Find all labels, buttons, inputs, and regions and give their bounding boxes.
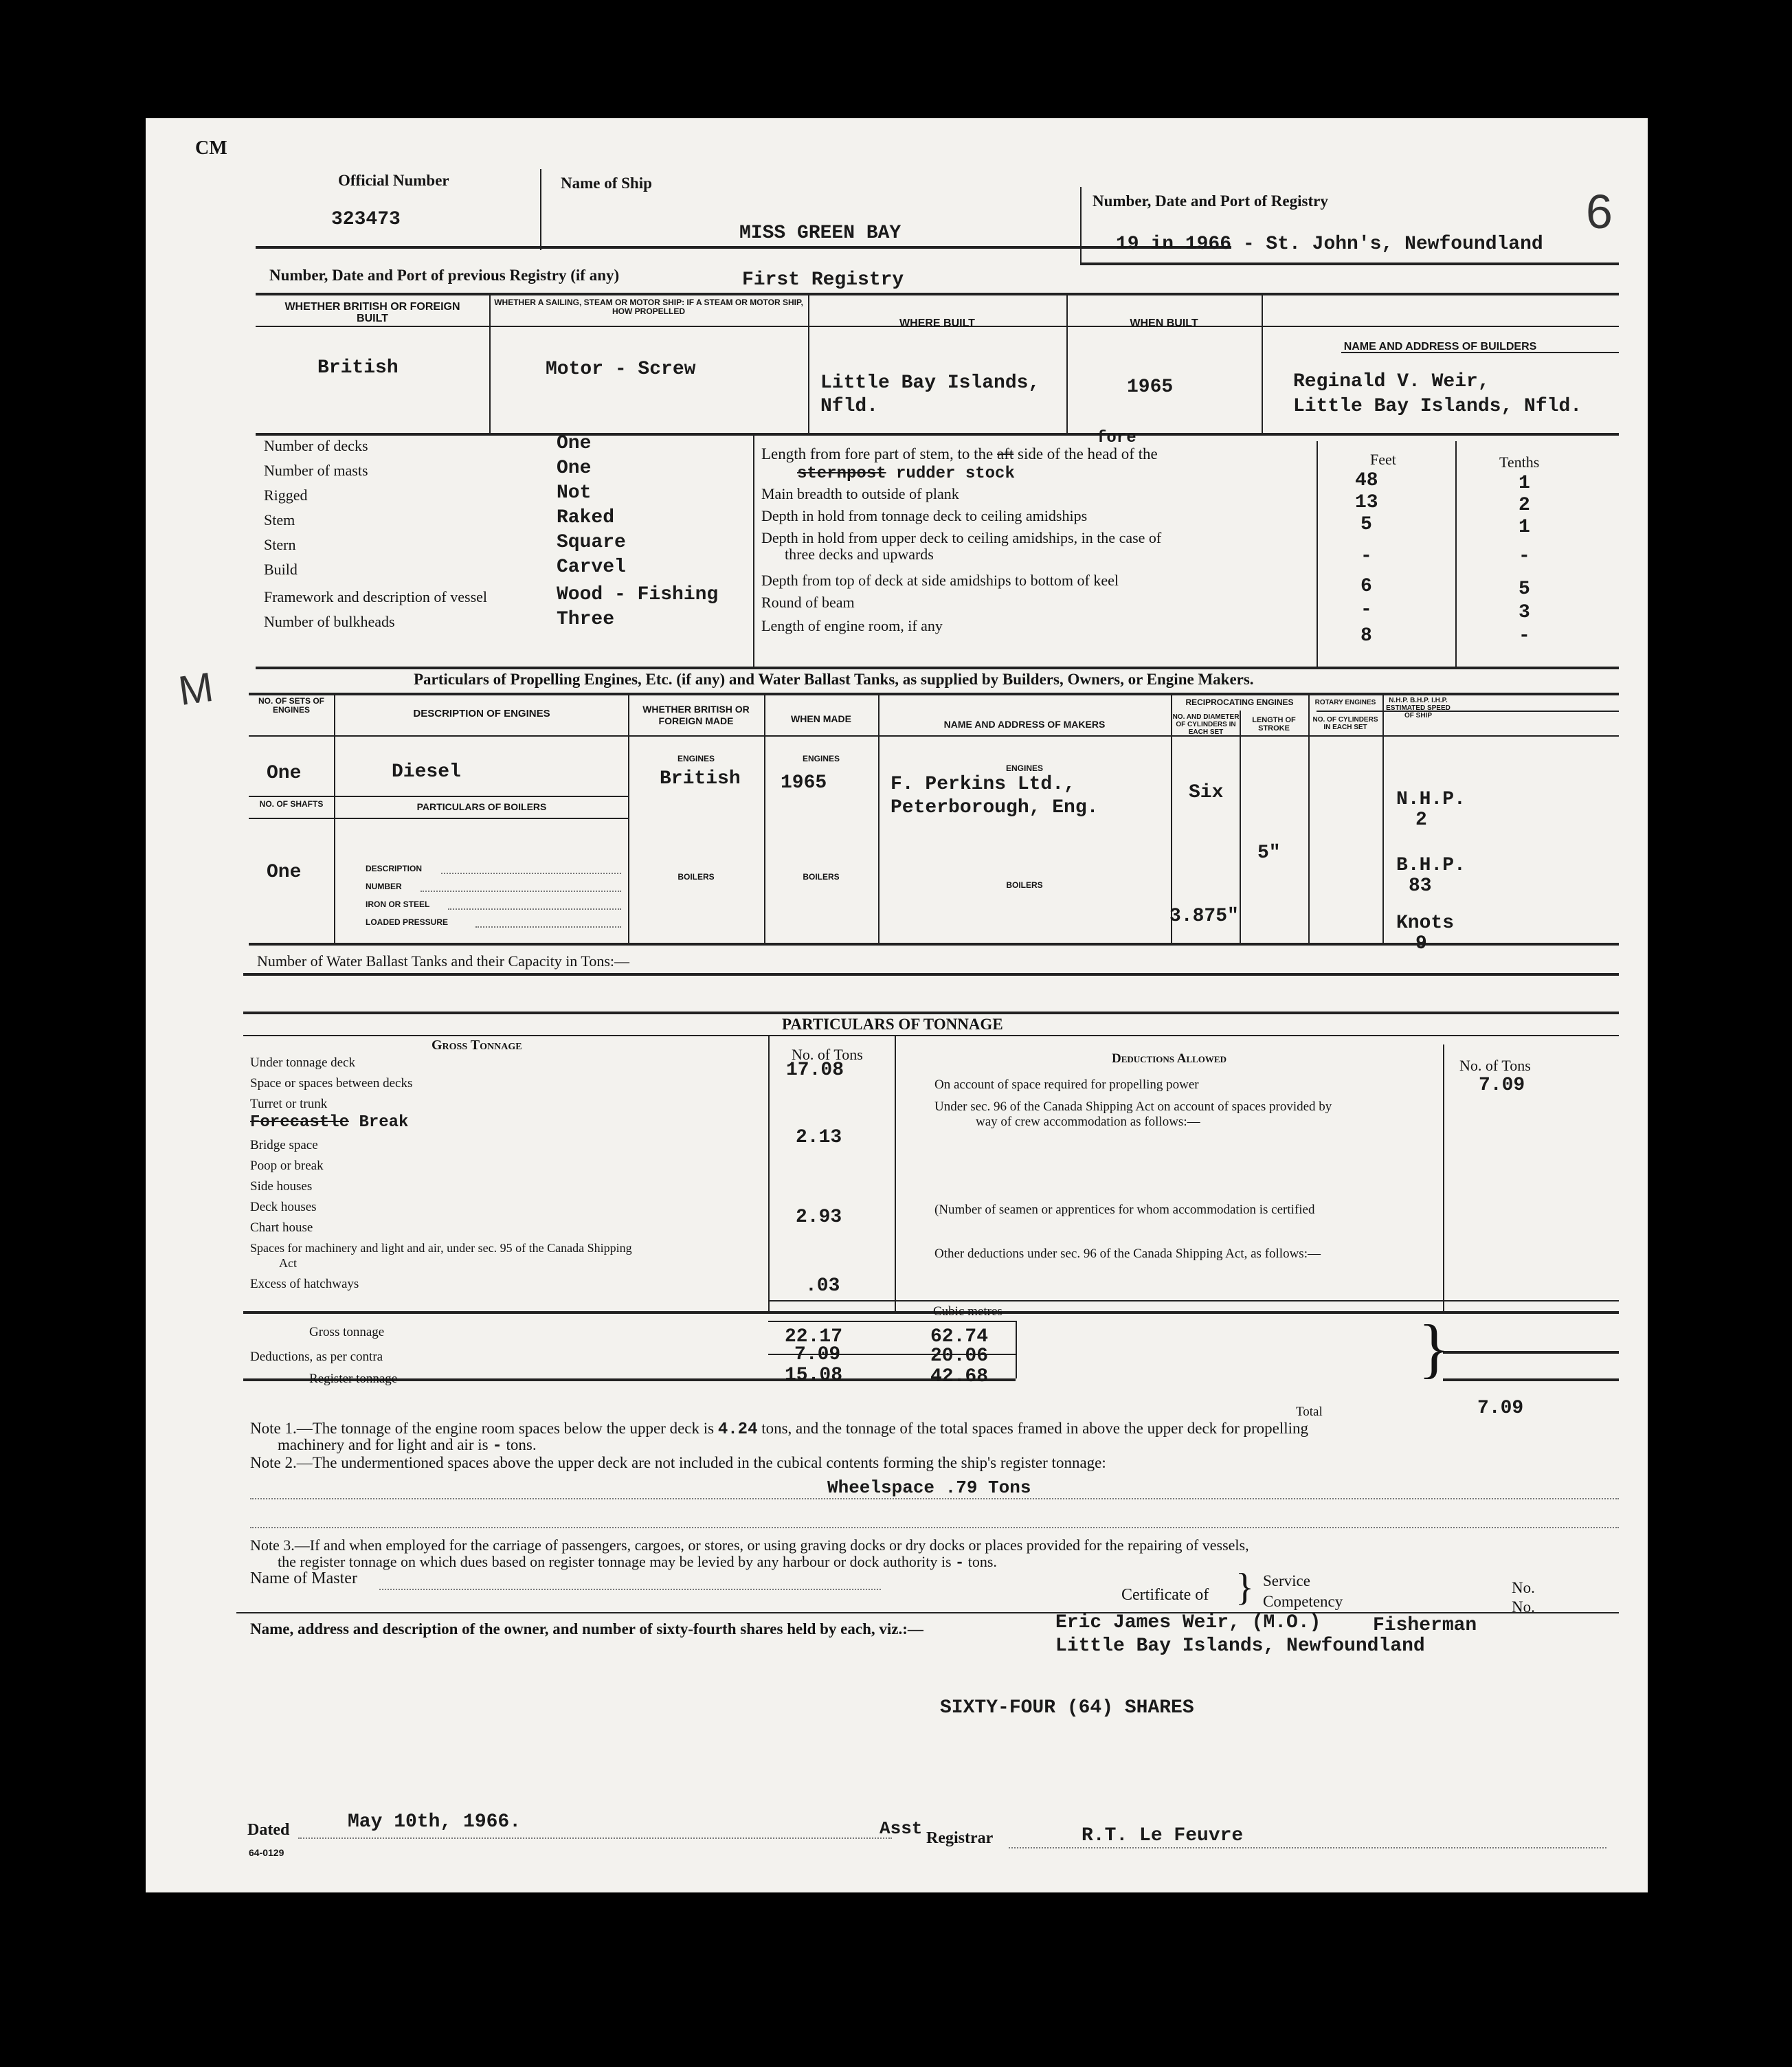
note2-line1: Note 2.—The undermentioned spaces above the upper deck are not included in the cubical contents forming the ship's register tonnage:: [250, 1454, 1106, 1471]
ded-propelling-label: On account of space required for propelling power: [934, 1077, 1199, 1092]
length-insert: fore: [1097, 429, 1136, 447]
length-label: Length from fore part of stem, to the aft side of the head of the: [761, 445, 1158, 462]
makers-boilers-sub: BOILERS: [1006, 880, 1043, 890]
propelled-value: Motor - Screw: [546, 359, 696, 380]
previous-registry-value: First Registry: [742, 269, 904, 291]
masts-label: Number of masts: [264, 462, 368, 479]
breadth-label: Main breadth to outside of plank: [761, 485, 959, 502]
tonnage-row-turret: Turret or trunk: [250, 1097, 328, 1111]
length-feet: 48: [1355, 470, 1378, 491]
registry-document: [146, 118, 1648, 1892]
length-tenths: 1: [1519, 473, 1530, 494]
description-value: Diesel: [392, 761, 461, 783]
stem-value: Raked: [557, 507, 615, 528]
where-built-value-2: Nfld.: [820, 396, 879, 417]
tonnage-row-side-houses: Side houses: [250, 1179, 313, 1194]
hp-header: N.H.P. B.H.P. I.H.P. ESTIMATED SPEED OF SHIP: [1386, 697, 1451, 719]
framework-value: Wood - Fishing: [557, 584, 719, 605]
makers-engines-sub: ENGINES: [1005, 763, 1043, 773]
where-built-header: WHERE BUILT: [899, 317, 975, 329]
ship-name-label: Name of Ship: [561, 175, 652, 192]
note3-line2: the register tonnage on which dues based on register tonnage may be levied by any harbour or dock authority is - tons.: [278, 1553, 997, 1572]
tenths-header: Tenths: [1499, 454, 1540, 471]
corner-code: CM: [195, 137, 227, 159]
engine-room-feet: 8: [1360, 625, 1372, 647]
tonnage-row-bridge: Bridge space: [250, 1138, 318, 1152]
british-boilers-sub: BOILERS: [677, 872, 715, 882]
masts-value: One: [557, 458, 592, 479]
boiler-description-label: DESCRIPTION: [366, 864, 423, 873]
british-engines-sub: ENGINES: [677, 754, 715, 763]
build-label: Build: [264, 561, 298, 578]
registry-value: 19 in 1966 - St. John's, Newfoundland: [1116, 234, 1543, 255]
when-built-value: 1965: [1127, 377, 1174, 398]
tonnage-row-machinery: Spaces for machinery and light and air, under sec. 95 of the Canada Shipping: [250, 1241, 632, 1255]
british-made-header: WHETHER BRITISH OR FOREIGN MADE: [642, 704, 750, 726]
builders-header: NAME AND ADDRESS OF BUILDERS: [1343, 341, 1537, 353]
round-beam-label: Round of beam: [761, 594, 855, 611]
maker-value-1: F. Perkins Ltd.,: [891, 774, 1075, 795]
depth-tonnage-label: Depth in hold from tonnage deck to ceiling amidships: [761, 507, 1088, 524]
depth-upper-tenths: -: [1519, 546, 1530, 567]
breadth-feet: 13: [1355, 492, 1378, 513]
ballast-label: Number of Water Ballast Tanks and their Capacity in Tons:—: [257, 952, 629, 970]
bhp-value: 83: [1409, 875, 1432, 897]
tonnage-row-chart-house: Chart house: [250, 1220, 313, 1235]
knots-value: 9: [1415, 933, 1427, 954]
stern-label: Stern: [264, 536, 296, 553]
engine-room-tenths: -: [1519, 625, 1530, 647]
breadth-tenths: 2: [1519, 495, 1530, 516]
tonnage-row-break: Forecastle Break: [250, 1113, 409, 1132]
owner-label: Name, address and description of the owner, and number of sixty-fourth shares held by each, viz.:—: [250, 1620, 923, 1638]
note1-line2: machinery and for light and air is - tons.: [278, 1436, 537, 1455]
deductions-label: Deductions, as per contra: [250, 1350, 383, 1364]
bulkheads-label: Number of bulkheads: [264, 613, 395, 630]
note3-line1: Note 3.—If and when employed for the carriage of passengers, cargoes, or stores, or using graving docks or dry docks or places provided for the repairing of vessels,: [250, 1537, 1249, 1554]
when-boilers-sub: BOILERS: [803, 872, 840, 882]
ded-propelling-value: 7.09: [1479, 1075, 1525, 1096]
register-tonnage-cubic: 42.68: [930, 1366, 989, 1387]
maker-value-2: Peterborough, Eng.: [891, 797, 1099, 818]
decks-label: Number of decks: [264, 437, 368, 454]
service-no-label: No.: [1512, 1579, 1535, 1596]
depth-upper-label-1: Depth in hold from upper deck to ceiling amidships, in the case of: [761, 529, 1162, 546]
propelled-header: WHETHER A SAILING, STEAM OR MOTOR SHIP: IF A STEAM OR MOTOR SHIP, HOW PROPELLED: [494, 298, 803, 316]
rotary-header: ROTARY ENGINES: [1314, 699, 1376, 706]
nhp-label: N.H.P.: [1396, 789, 1466, 810]
total-label: Total: [1296, 1405, 1323, 1419]
owner-name: Eric James Weir, (M.O.): [1055, 1612, 1321, 1633]
cylinders-value: Six: [1189, 782, 1224, 803]
recip-header: RECIPROCATING ENGINES: [1185, 697, 1294, 707]
when-engines-sub: ENGINES: [802, 754, 840, 763]
stem-label: Stem: [264, 511, 295, 528]
tonnage-row-poop: Poop or break: [250, 1159, 324, 1173]
certificate-label: Certificate of: [1121, 1586, 1209, 1604]
depth-upper-label-2: three decks and upwards: [785, 546, 934, 563]
depth-upper-feet: -: [1360, 546, 1372, 567]
form-code: 64-0129: [249, 1847, 284, 1858]
when-built-header: WHEN BUILT: [1130, 317, 1198, 329]
framework-label: Framework and description of vessel: [264, 588, 488, 605]
ded-other-label: Other deductions under sec. 96 of the Canada Shipping Act, as follows:—: [934, 1247, 1321, 1261]
tonnage-row-between-decks: Space or spaces between decks: [250, 1076, 413, 1091]
makers-header: NAME AND ADDRESS OF MAKERS: [943, 719, 1106, 730]
deductions-header: Deductions Allowed: [1112, 1051, 1227, 1066]
tonnage-value-under-deck: 17.08: [786, 1060, 844, 1081]
dated-value: May 10th, 1966.: [348, 1811, 522, 1833]
rotary-cylinders-header: NO. OF CYLINDERS IN EACH SET: [1312, 716, 1378, 731]
round-beam-feet: -: [1360, 599, 1372, 621]
british-foreign-value: British: [317, 357, 399, 379]
cubic-metres-label: Cubic metres: [933, 1304, 1003, 1319]
service-label: Service: [1263, 1572, 1310, 1589]
rigged-value: Not: [557, 482, 592, 504]
nhp-value: 2: [1415, 809, 1427, 831]
depth-keel-tenths: 5: [1519, 579, 1530, 600]
gross-tonnage-header: Gross Tonnage: [432, 1038, 522, 1053]
asst-label: Asst: [880, 1818, 923, 1839]
registry-label: Number, Date and Port of Registry: [1093, 192, 1328, 210]
decks-value: One: [557, 433, 592, 454]
master-label: Name of Master: [250, 1569, 357, 1587]
registrar-value: R.T. Le Feuvre: [1082, 1825, 1244, 1846]
registrar-label: Registrar: [926, 1829, 994, 1847]
british-foreign-header: WHETHER BRITISH OR FOREIGN BUILT: [284, 301, 460, 324]
round-beam-tenths: 3: [1519, 602, 1530, 623]
boiler-iron-label: IRON OR STEEL: [366, 900, 430, 909]
tonnage-value-break: 2.13: [796, 1127, 842, 1148]
cylinders-header: NO. AND DIAMETER OF CYLINDERS IN EACH SET: [1172, 713, 1240, 736]
handwritten-mark-top-right: 6: [1586, 185, 1613, 238]
boiler-pressure-label: LOADED PRESSURE: [366, 917, 449, 927]
boilers-header: PARTICULARS OF BOILERS: [416, 801, 547, 812]
register-tonnage-tons: 15.08: [785, 1365, 843, 1386]
gross-tonnage-label: Gross tonnage: [309, 1325, 385, 1339]
build-value: Carvel: [557, 557, 626, 578]
tonnage-value-deck-houses: 2.93: [796, 1207, 842, 1228]
deductions-cubic: 20.06: [930, 1345, 989, 1367]
stroke-value: 5": [1257, 842, 1281, 864]
competency-label: Competency: [1263, 1593, 1343, 1610]
tonnage-row-under-deck: Under tonnage deck: [250, 1055, 355, 1070]
depth-tonnage-feet: 5: [1360, 514, 1372, 535]
owner-occupation: Fisherman: [1373, 1615, 1477, 1636]
previous-registry-label: Number, Date and Port of previous Registry (if any): [269, 267, 620, 284]
gross-tonnage-tons: 22.17: [785, 1326, 843, 1348]
builders-value-1: Reginald V. Weir,: [1293, 371, 1490, 392]
rigged-label: Rigged: [264, 487, 308, 504]
no-of-tons-header: No. of Tons: [792, 1046, 863, 1063]
shafts-value: One: [267, 862, 302, 883]
stern-value: Square: [557, 532, 626, 553]
sets-header: NO. OF SETS OF ENGINES: [258, 696, 324, 715]
no-of-tons-right-header: No. of Tons: [1459, 1057, 1531, 1074]
stroke-header: LENGTH OF STROKE: [1252, 716, 1296, 733]
gross-tonnage-cubic: 62.74: [930, 1326, 989, 1348]
register-tonnage-label: Register tonnage: [309, 1372, 398, 1386]
when-made-value: 1965: [781, 772, 827, 794]
british-made-value: British: [660, 768, 741, 790]
owner-shares: SIXTY-FOUR (64) SHARES: [940, 1697, 1194, 1719]
ship-name-value: MISS GREEN BAY: [739, 223, 901, 244]
official-number-value: 323473: [331, 209, 401, 230]
builders-value-2: Little Bay Islands, Nfld.: [1293, 396, 1582, 417]
depth-tonnage-tenths: 1: [1519, 517, 1530, 538]
owner-address: Little Bay Islands, Newfoundland: [1055, 1635, 1425, 1657]
when-made-header: WHEN MADE: [791, 713, 851, 724]
tonnage-row-deck-houses: Deck houses: [250, 1200, 317, 1214]
boiler-number-label: NUMBER: [366, 882, 402, 891]
feet-header: Feet: [1370, 451, 1396, 468]
bulkheads-value: Three: [557, 609, 615, 630]
dated-label: Dated: [247, 1821, 290, 1839]
tonnage-title: PARTICULARS OF TONNAGE: [782, 1016, 1003, 1033]
ded-crew-label-2: way of crew accommodation as follows:—: [976, 1115, 1200, 1129]
deductions-tons: 7.09: [794, 1344, 841, 1365]
tonnage-row-hatchways: Excess of hatchways: [250, 1277, 359, 1291]
note2-value: Wheelspace .79 Tons: [827, 1477, 1031, 1498]
diameter-value: 3.875": [1169, 906, 1239, 927]
where-built-value-1: Little Bay Islands,: [820, 372, 1040, 394]
bhp-label: B.H.P.: [1396, 855, 1466, 876]
note1-line1: Note 1.—The tonnage of the engine room spaces below the upper deck is 4.24 tons, and the tonnage of the total spaces framed in above the upper deck for propelling: [250, 1420, 1309, 1439]
official-number-label: Official Number: [338, 172, 449, 189]
description-header: DESCRIPTION OF ENGINES: [413, 708, 550, 719]
engines-title: Particulars of Propelling Engines, Etc. (if any) and Water Ballast Tanks, as supplied by Builders, Owners, or Engine Makers.: [414, 671, 1254, 688]
knots-label: Knots: [1396, 913, 1455, 934]
tonnage-value-hatchways: .03: [805, 1275, 840, 1297]
brace: }: [1418, 1311, 1451, 1385]
cert-brace: }: [1235, 1566, 1254, 1609]
tonnage-row-act: Act: [279, 1256, 297, 1270]
ded-crew-label-1: Under sec. 96 of the Canada Shipping Act on account of spaces provided by: [934, 1099, 1332, 1114]
engine-room-label: Length of engine room, if any: [761, 617, 943, 634]
depth-keel-feet: 6: [1360, 576, 1372, 597]
depth-keel-label: Depth from top of deck at side amidships to bottom of keel: [761, 572, 1119, 589]
competency-no-label: No.: [1512, 1598, 1535, 1616]
handwritten-mark-left: M: [175, 663, 216, 715]
shafts-header: NO. OF SHAFTS: [259, 799, 324, 809]
sets-value: One: [267, 763, 302, 784]
total-value: 7.09: [1477, 1398, 1524, 1419]
length-line2: sternpost rudder stock: [797, 465, 1015, 483]
ded-seamen-label: (Number of seamen or apprentices for whom accommodation is certified: [934, 1203, 1315, 1217]
